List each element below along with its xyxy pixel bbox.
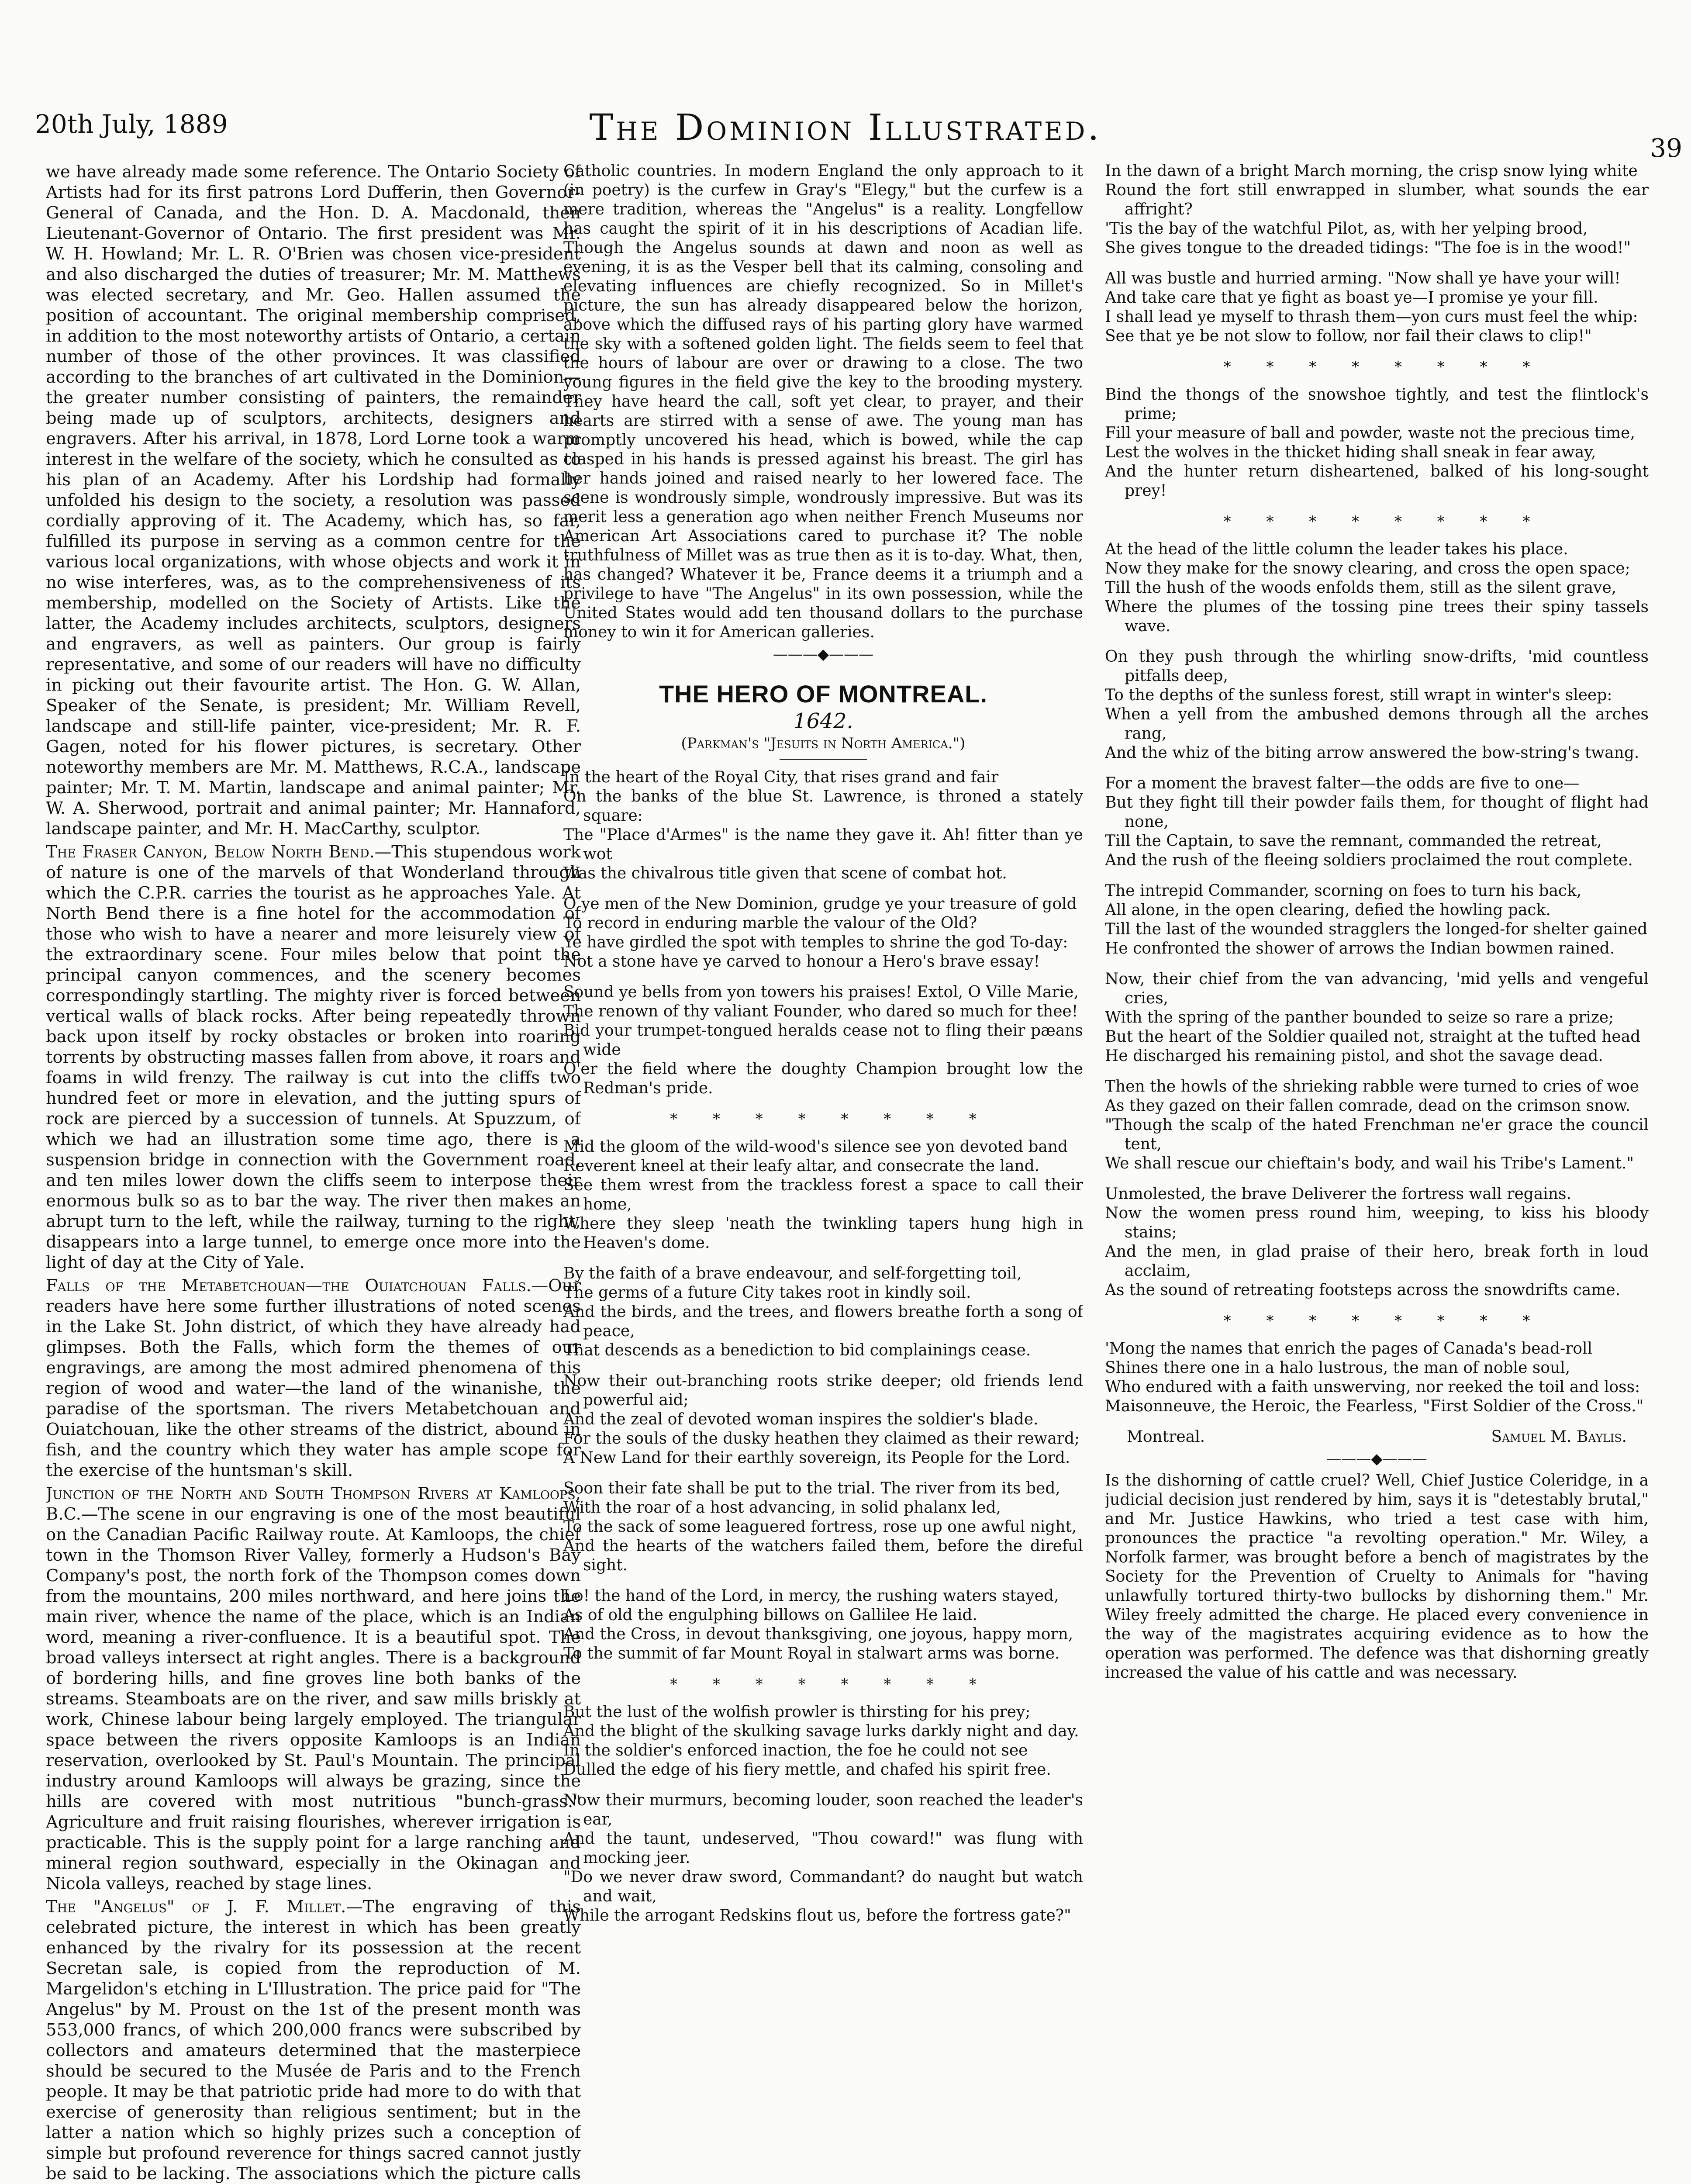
- poem-line: And the Cross, in devout thanksgiving, one joyous, happy morn,: [563, 1625, 1073, 1643]
- article-body: —The scene in our engraving is one of the most beautiful on the Canadian Pacific Railway route. At Kamloops, the chief town in the Thomson River Valley, formerly a Hudson's Bay Company's post, the north fork of the Thompson comes down from the mountains, 200 miles northward, and here joins the main river, whence the name of the place, which is an Indian word, meaning a river-confluence. It is a beautiful spot. The broad valleys intersect at right angles. There is a background of bordering hills, and fine groves line both banks of the streams. Steamboats are on the river, and saw mills briskly at work, Chinese labour being largely employed. The triangular space between the rivers opposite Kamloops is an Indian reservation, overlooked by St. Paul's Mountain. The principal industry around Kamloops will always be grazing, since the hills are covered with most nutritious "bunch-grass." Agriculture and fruit raising flourishes, wherever irrigation is practicable. This is the supply point for a large ranching and mineral region southward, especially in the Okinagan and Nicola valleys, reached by stage lines.: [46, 1504, 581, 1894]
- masthead-title: The Dominion Illustrated.: [589, 107, 1102, 149]
- poem-stanza: [1105, 269, 1649, 346]
- poem-line: With the roar of a host advancing, in solid phalanx led,: [563, 1499, 1001, 1517]
- section-divider: ———◆———: [773, 646, 874, 663]
- article-paragraph: we have already made some reference. The Ontario Society of Artists had for its first patrons Lord Dufferin, then Governor-General of Canada, and the Hon. D. A. Macdonald, then Lieutenant-Governor of Ontario. The first president was Mr. W. H. Howland; Mr. L. R. O'Brien was chosen vice-president and also discharged the duties of treasurer; Mr. M. Matthews was elected secretary, and Mr. Geo. Hallen assumed the position of accountant. The original membership comprised, in addition to the most noteworthy artists of Ontario, a certain number of those of the other provinces. It was classified according to the branches of art cultivated in the Dominion—the greater number consisting of painters, the remainder being made up of sculptors, architects, designers and engravers. After his arrival, in 1878, Lord Lorne took a warm interest in the welfare of the society, which he consulted as to his plan of an Academy. After his Lordship had formally unfolded his design to the society, a resolution was passed cordially approving of it. The Academy, which has, so far, fulfilled its purpose in serving as a common centre for the various local organizations, with whose objects and work it in no wise interferes, was, as to the comprehensiveness of its membership, modelled on the Society of Artists. Like the latter, the Academy includes architects, sculptors, designers and engravers, as well as painters. Our group is fairly representative, and some of our readers will have no difficulty in picking out their favourite artist. The Hon. G. W. Allan, Speaker of the Senate, is president; Mr. William Revell, landscape and still-life painter, vice-president; Mr. R. F. Gagen, noted for his flower pictures, is secretary. Other noteworthy members are Mr. M. Matthews, R.C.A., landscape painter; Mr. T. M. Martin, landscape and animal painter; Mr. W. A. Sherwood, portrait and animal painter; Mr. Hannaford, landscape painter, and Mr. H. MacCarthy, sculptor.: [46, 162, 581, 839]
- poem-line: O ye men of the New Dominion, grudge ye your treasure of gold: [563, 895, 1077, 913]
- poem-line: "Do we never draw sword, Commandant? do naught but watch and wait,: [563, 1868, 1083, 1905]
- poem-stanza: [1105, 162, 1649, 258]
- poem-line: "Though the scalp of the hated Frenchman ne'er grace the council tent,: [1105, 1116, 1649, 1153]
- poem-line: He discharged his remaining pistol, and shot the savage dead.: [1105, 1047, 1603, 1065]
- poem-line: Now, their chief from the van advancing, 'mid yells and vengeful cries,: [1105, 970, 1649, 1007]
- poem-line: And take care that ye fight as boast ye—I promise ye your fill.: [1105, 289, 1598, 307]
- poem-line: When a yell from the ambushed demons through all the arches rang,: [1105, 705, 1649, 743]
- article-paragraph: [46, 1897, 581, 2184]
- poem-line: To the summit of far Mount Royal in stalwart arms was borne.: [563, 1645, 1060, 1662]
- poem-stanza: [563, 1479, 1083, 1575]
- poem-line: As the sound of retreating footsteps across the snowdrifts came.: [1105, 1281, 1621, 1299]
- poem-line: To record in enduring marble the valour of the Old?: [563, 914, 977, 932]
- poem-line: Was the chivalrous title given that scene of combat hot.: [563, 864, 1007, 882]
- poem-line: Bind the thongs of the snowshoe tightly, and test the flintlock's prime;: [1105, 386, 1649, 423]
- poem-line: And the zeal of devoted woman inspires the soldier's blade.: [563, 1410, 1039, 1428]
- poem-line: Now their murmurs, becoming louder, soon reached the leader's ear,: [563, 1791, 1083, 1828]
- section-divider: ———◆———: [1326, 1450, 1427, 1468]
- poem-line: In the soldier's enforced inaction, the foe he could not see: [563, 1742, 1028, 1759]
- poem-line: While the arrogant Redskins flout us, before the fortress gate?": [563, 1907, 1071, 1925]
- poem-author: Samuel M. Baylis.: [1491, 1428, 1627, 1446]
- poem-stanza: [1105, 1185, 1649, 1300]
- poem-line: Till the hush of the woods enfolds them, still as the silent grave,: [1105, 579, 1617, 597]
- poem-stanza: [1105, 647, 1649, 763]
- poem-line: She gives tongue to the dreaded tidings: "The foe is in the wood!": [1105, 239, 1631, 257]
- column-left: [46, 162, 581, 2184]
- poem-line: But the heart of the Soldier quailed not, straight at the tufted head: [1105, 1028, 1641, 1046]
- poem-line: And the rush of the fleeing soldiers proclaimed the rout complete.: [1105, 851, 1633, 869]
- poem-line: And the blight of the skulking savage lurks darkly night and day.: [563, 1722, 1079, 1740]
- article-paragraph: [46, 1275, 581, 1481]
- poem-signature: [1105, 1427, 1649, 1447]
- poem-stanza: [563, 768, 1083, 883]
- poem-line: Maisonneuve, the Heroic, the Fearless, "First Soldier of the Cross.": [1105, 1397, 1644, 1415]
- poem-line: On they push through the whirling snow-drifts, 'mid countless pitfalls deep,: [1105, 648, 1649, 685]
- stanza-break: * * * * * * * *: [1223, 513, 1530, 530]
- poem-stanza: [563, 1137, 1083, 1253]
- article-body: —This stupendous work of nature is one of the marvels of that Wonderland through which the C.P.R. carries the tourist as he approaches Yale. At North Bend there is a fine hotel for the accommodation of those who wish to have a nearer and more leisurely view of the extraordinary scene. Four miles below that point the principal canyon commences, and the scenery becomes correspondingly startling. The mighty river is forced between vertical walls of black rocks. After being repeatedly thrown back upon itself by rocky obstacles or broken into roaring torrents by obstructing masses fallen from above, it roars and foams in wild frenzy. The railway is cut into the cliffs two hundred feet or more in elevation, and the jutting spurs of rock are pierced by a succession of tunnels. At Spuzzum, of which we had an illustration some time ago, there is a suspension bridge in connection with the Government road, and ten miles lower down the cliffs seem to interpose their enormous bulk so as to bar the way. The river then makes an abrupt turn to the left, while the railway, turning to the right, disappears into a large tunnel, to emerge once more into the light of day at the City of Yale.: [46, 842, 581, 1272]
- poem-rule: [780, 759, 867, 760]
- poem-stanza: [563, 1703, 1083, 1780]
- poem-line: The germs of a future City takes root in kindly soil.: [563, 1284, 971, 1302]
- poem-line: In the heart of the Royal City, that rises grand and fair: [563, 768, 999, 786]
- poem-line: Fill your measure of ball and powder, waste not the precious time,: [1105, 424, 1635, 442]
- poem-line: As of old the engulphing billows on Gallilee He laid.: [563, 1606, 977, 1624]
- poem-line: But they fight till their powder fails them, for thought of flight had none,: [1105, 794, 1649, 831]
- poem-line: Round the fort still enwrapped in slumber, what sounds the ear affright?: [1105, 181, 1649, 218]
- poem-line: Then the howls of the shrieking rabble were turned to cries of woe: [1105, 1078, 1639, 1095]
- article-lead: Falls of the Metabetchouan—the Ouiatchouan Falls.: [46, 1276, 531, 1296]
- poem-line: And the hearts of the watchers failed them, before the direful sight.: [563, 1537, 1083, 1574]
- poem-stanza: [1105, 1077, 1649, 1173]
- article-paragraph: Catholic countries. In modern England the only approach to it (in poetry) is the curfew in Gray's "Elegy," but the curfew is a mere tradition, whereas the "Angelus" is a reality. Longfellow has caught the spirit of it in his descriptions of Acadian life. Though the Angelus sounds at dawn and noon as well as evening, it is as the Vesper bell that its calming, consoling and elevating influences are chiefly recognized. So in Millet's picture, the sun has already disappeared below the horizon, above which the diffused rays of his parting glory have warmed the sky with a softened golden light. The fields seem to feel that the hours of labour are over or drawing to a close. The two young figures in the field give the key to the brooding mystery. They have heard the call, soft yet clear, to prayer, and their hearts are stirred with a sense of awe. The young man has promptly uncovered his head, which is bowed, while the cap clasped in his hands is pressed against his breast. The girl has her hands joined and raised nearly to her lowered face. The scene is wondrously simple, wondrously impressive. But was its merit less a generation ago when neither French Museums nor American Art Associations cared to purchase it? The noble truthfulness of Millet was as true then as it is to-day. What, then, has changed? Whatever it be, France deems it a triumph and a privilege to have "The Angelus" in its own possession, while the United States would add ten thousand dollars to the purchase money to win it for American galleries.: [563, 162, 1083, 641]
- poem-line: A New Land for their earthly sovereign, its People for the Lord.: [563, 1449, 1070, 1467]
- page-header: [0, 0, 1691, 163]
- article-body: —Our readers have here some further illustrations of noted scenes in the Lake St. John district, of which they have already had glimpses. Both the Falls, which form the themes of our engravings, are among the most admired phenomena of this region of wood and water—the land of the winanishe, the paradise of the sportsman. The rivers Metabetchouan and Ouiatchouan, like the other streams of the district, abound in fish, and the country which they water has ample scope for the exercise of the huntsman's skill.: [46, 1276, 581, 1480]
- article-lead: Junction of the North and South Thompson Rivers at Kamloops, B.C.: [46, 1484, 581, 1524]
- poem-line: He confronted the shower of arrows the Indian bowmen rained.: [1105, 940, 1615, 957]
- poem-stanza: [1105, 540, 1649, 636]
- poem-stanzas: [1105, 162, 1649, 1416]
- poem-line: And the whiz of the biting arrow answered the bow-string's twang.: [1105, 744, 1639, 762]
- poem-line: Now they make for the snowy clearing, and cross the open space;: [1105, 560, 1630, 577]
- stanza-break: * * * * * * * *: [670, 1110, 977, 1128]
- poem-line: For a moment the bravest falter—the odds are five to one—: [1105, 774, 1580, 792]
- poem-line: Bid your trumpet-tongued heralds cease not to fling their pæans wide: [563, 1022, 1083, 1059]
- poem-line: To the depths of the sunless forest, still wrapt in winter's sleep:: [1105, 686, 1612, 704]
- poem-line: Who endured with a faith unswerving, nor reeked the toil and loss:: [1105, 1378, 1640, 1396]
- poem-line: In the dawn of a bright March morning, the crisp snow lying white: [1105, 162, 1638, 180]
- article-body: —The engraving of this celebrated picture, the interest in which has been greatly enhanced by the rivalry for its possession at the recent Secretan sale, is copied from the reproduction of M. Margelidon's etching in L'Illustration. The price paid for "The Angelus" by M. Proust on the 1st of the present month was 553,000 francs, of which 200,000 francs were subscribed by collectors and amateurs determined that the masterpiece should be secured to the Musée de Paris and to the French people. It may be that patriotic pride had more to do with that exercise of generosity than religious sentiment; but in the latter a nation which so highly prizes such a conception of simple but profound reverence for things sacred cannot justly be said to be lacking. The associations which the picture calls: [46, 1897, 581, 2184]
- poem-line: Where they sleep 'neath the twinkling tapers hung high in Heaven's dome.: [563, 1215, 1083, 1252]
- stanza-break: * * * * * * * *: [670, 1676, 977, 1693]
- poem-stanza: [1105, 385, 1649, 501]
- poem-line: See that ye be not slow to follow, nor fail their claws to clip!": [1105, 327, 1592, 345]
- poem-stanza: [563, 1372, 1083, 1468]
- poem-line: And the taunt, undeserved, "Thou coward!" was flung with mocking jeer.: [563, 1830, 1083, 1867]
- poem-line: And the birds, and the trees, and flowers breathe forth a song of peace,: [563, 1303, 1083, 1340]
- poem-line: Sound ye bells from yon towers his praises! Extol, O Ville Marie,: [563, 983, 1079, 1001]
- poem-line: That descends as a benediction to bid complainings cease.: [563, 1341, 1031, 1359]
- poem-line: Shines there one in a halo lustrous, the man of noble soul,: [1105, 1359, 1570, 1377]
- poem-line: With the spring of the panther bounded to seize so rare a prize;: [1105, 1009, 1614, 1026]
- poem-line: We shall rescue our chieftain's body, and wail his Tribe's Lament.": [1105, 1154, 1634, 1172]
- poem-line: At the head of the little column the leader takes his place.: [1105, 540, 1568, 558]
- poem-line: Lest the wolves in the thicket hiding shall sneak in fear away,: [1105, 443, 1596, 461]
- article-paragraph: [46, 1483, 581, 1894]
- poem-subtitle: (Parkman's "Jesuits in North America."): [681, 735, 966, 752]
- poem-stanza: [563, 983, 1083, 1098]
- poem-line: The renown of thy valiant Founder, who dared so much for thee!: [563, 1002, 1078, 1020]
- poem-line: Where the plumes of the tossing pine trees their spiny tassels wave.: [1105, 598, 1649, 635]
- poem-line: Reverent kneel at their leafy altar, and consecrate the land.: [563, 1157, 1040, 1175]
- poem-line: Till the last of the wounded stragglers the longed-for shelter gained: [1105, 920, 1648, 938]
- poem-line: See them wrest from the trackless forest a space to call their home,: [563, 1176, 1083, 1213]
- poem-stanza: [1105, 881, 1649, 958]
- poem-year: 1642.: [793, 709, 853, 733]
- article-lead: The "Angelus" of J. F. Millet.: [46, 1897, 346, 1917]
- poem-stanza: [563, 1791, 1083, 1925]
- poem-line: All alone, in the open clearing, defied the howling pack.: [1105, 901, 1551, 919]
- poem-line: Lo! the hand of the Lord, in mercy, the rushing waters stayed,: [563, 1587, 1059, 1605]
- poem-line: As they gazed on their fallen comrade, dead on the crimson snow.: [1105, 1097, 1631, 1115]
- poem-stanza: [563, 1264, 1083, 1360]
- poem-line: And the men, in glad praise of their hero, break forth in loud acclaim,: [1105, 1243, 1649, 1280]
- poem-stanza: [563, 1586, 1083, 1663]
- poem-stanza: [563, 895, 1083, 971]
- poem-line: Till the Captain, to save the remnant, commanded the retreat,: [1105, 832, 1602, 850]
- poem-line: Now their out-branching roots strike deeper; old friends lend powerful aid;: [563, 1372, 1083, 1409]
- poem-line: O'er the field where the doughty Champion brought low the Redman's pride.: [563, 1060, 1083, 1097]
- poem-line: Now the women press round him, weeping, to kiss his bloody stains;: [1105, 1204, 1649, 1241]
- poem-stanza: [1105, 1339, 1649, 1416]
- column-middle: [563, 162, 1083, 2184]
- article-lead: The Fraser Canyon, Below North Bend.: [46, 842, 375, 862]
- poem-line: By the faith of a brave endeavour, and self-forgetting toil,: [563, 1265, 1022, 1282]
- poem-line: I shall lead ye myself to thrash them—yon curs must feel the whip:: [1105, 308, 1638, 326]
- poem-line: 'Mong the names that enrich the pages of Canada's bead-roll: [1105, 1340, 1593, 1358]
- stanza-break: * * * * * * * *: [1223, 358, 1530, 376]
- column-right: [1105, 162, 1649, 2184]
- stanza-break: * * * * * * * *: [1223, 1312, 1530, 1330]
- poem-line: And the hunter return disheartened, balked of his long-sought prey!: [1105, 463, 1649, 500]
- poem-line: But the lust of the wolfish prowler is thirsting for his prey;: [563, 1703, 1031, 1721]
- poem-line: To the sack of some leaguered fortress, rose up one awful night,: [563, 1518, 1077, 1536]
- poem-stanza: [1105, 970, 1649, 1066]
- poem-line: Mid the gloom of the wild-wood's silence see yon devoted band: [563, 1138, 1068, 1156]
- poem-line: Not a stone have ye carved to honour a Hero's brave essay!: [563, 953, 1040, 971]
- article-paragraph: Is the dishorning of cattle cruel? Well, Chief Justice Coleridge, in a judicial decision just rendered by him, says it is "detestably brutal," and Mr. Justice Hawkins, who tried a test case with him, pronounces the practice "a revolting operation." Mr. Wiley, a Norfolk farmer, was brought before a bench of magistrates by the Society for the Prevention of Cruelty to Animals for "having unlawfully tortured thirty-two bullocks by dishorning them." Mr. Wiley freely admitted the charge. He placed every convenience in the way of the magistrates acquiring evidence as to how the operation was performed. The defence was that dishorning greatly increased the value of his cattle and was necessary.: [1105, 1472, 1649, 1682]
- page-number: 39: [1650, 133, 1682, 163]
- poem-place: Montreal.: [1127, 1428, 1205, 1446]
- poem-line: All was bustle and hurried arming. "Now shall ye have your will!: [1105, 270, 1621, 287]
- article-paragraph: [46, 842, 581, 1273]
- poem-line: Unmolested, the brave Deliverer the fortress wall regains.: [1105, 1185, 1571, 1203]
- poem-stanzas: [563, 768, 1083, 1925]
- poem-line: For the souls of the dusky heathen they claimed as their reward;: [563, 1430, 1080, 1448]
- poem-line: Soon their fate shall be put to the trial. The river from its bed,: [563, 1479, 1060, 1497]
- poem-line: On the banks of the blue St. Lawrence, is throned a stately square:: [563, 788, 1083, 825]
- issue-date: 20th July, 1889: [35, 109, 228, 139]
- poem-line: The intrepid Commander, scorning on foes to turn his back,: [1105, 882, 1582, 900]
- poem-line: Dulled the edge of his fiery mettle, and chafed his spirit free.: [563, 1761, 1051, 1779]
- poem-line: Ye have girdled the spot with temples to shrine the god To-day:: [563, 933, 1068, 951]
- poem-title: THE HERO OF MONTREAL.: [659, 680, 988, 708]
- poem-line: 'Tis the bay of the watchful Pilot, as, with her yelping brood,: [1105, 220, 1588, 238]
- poem-stanza: [1105, 774, 1649, 870]
- poem-line: The "Place d'Armes" is the name they gave it. Ah! fitter than ye wot: [563, 826, 1083, 863]
